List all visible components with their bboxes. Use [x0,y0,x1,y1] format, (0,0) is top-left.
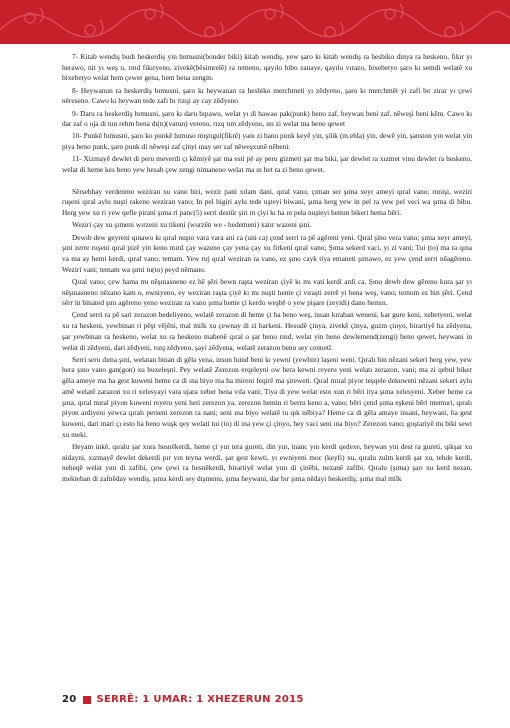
floral-ornament-icon [0,0,510,44]
paragraph: 11- Xizmayê dewlet di peru meverdi çı kêmiyê şar ma esti pê ay peru gizmeti şar ma biki, şar dewlet ra xızmet vinu dewlet ra heskeno, welat di heme kes beno yew hesab çew zengi nimaneno welat ma ın het ra zi beno qewet. [62,154,472,175]
paragraph: Heyam inkê, qıralu şar xura hesnêkerdi, heme çi yın tera gureti, din yın, inanc yın kerdi qedexe, heywan yin dest ra gureti, qıkşar xu nidayni, xızmayê dewlet dekerdi pır yın teyna werdi, şar gest kewti, yı ewniyeni moc (keyfi) xu, qıralu zulm kerdi şar xu, tehde kerdi, neheqê welat yını di zafibi, çew çewi ra hesnêkerdi, birartiyê welat yını di çinêbi, nezanê zafibi. Qıralu (şıma) şarı xu kerd nezan, mekteban di zafnêday wendiş, şıma kerdi sey dışmenu, şıma heywani, dar bır şıma nêdayi heskerdiş, şıma mal milk [62,441,472,484]
paragraph: 10- Punkê bımusni, şaro ko punkê bımuso mıştıgul(fikrê) yanı zi bano punk keyê yin, şilik (m.ehla) yin, dewê yin, şanston yın welat yin piya beno punk, şaro punk di nêweşi zaf çinyi ınay ser zaf nêweşxunê nêbeni. [62,131,472,152]
paragraph: Sêrsebhay verdenmo weziran xu vano biri, wezir pani xılam dani, qıral vano, çıman ser şıma xeyr ameyi qıral vano; runişi, weziri ruşeni qıral aylu nuşti rakeno weziran vano; In pel bigiri aylu tede uşteyi biwani, şıma herg yew in pel ra yew pel veci wa şıma di bibu. Herg yew xu ri yew qefle pirani şıma ri panc(5) serri destûr şiri ın çiyi kı ha ın pela nuşteyi hemın bikeri hema bêri. [62,186,472,218]
page-footer [62,694,304,705]
article-body [62,52,472,486]
paragraph: 7- Kitab wendiş budi heskerdiş yin bımusni(bonder biki) kitab wendiş, yew şaro kı kitab wendiş ra hesbiko dinya ra heskeno, fikır yı herawo, nit yı weş o, rınd fikıryeno, zivekê(bêsimrelê) ra remeno, qayılo bibo zanaye, qayılo vırazo, bixebetyo şaro kı semdi welatê xu bixebetyo welat hem çewer gena, hem bena zengin. [62,52,472,83]
paragraph: 8- Heywanun ra heskerdiş bımusni, şaro kı heywanan ra hesbiko merchmeti yı zêdyeno, şaro kı merchmêt yi zafi bo zirar yı çewi nêreseno. Cawo kı heywan tede zafi bı rizqi ay cay zêdyeno [62,85,472,106]
paragraph: Serri seru dıma şıni, welatan binan di gêla yena, insun hund beni kı yewni (yewbin) laşeni weni. Qıralı hin nêzani sekeri herg yew, yew hera şıno vano gan(gon) xu buxeleşni. Pey welatê Zerezon erqeleyni ow hera kewni reyeru yeni welatı zerazon, vani; ma zi qebul biker gêla ameye ma ha gest kuweni heme ca di ına biyo ma ha mireni feqirê ma şireweti. Qıral mıral piyor teşqele dekuweni nêzani sekeri aylu amê welatê zarazon xu ri xelesyayi vara ujara xeber bena vıla vani; Tiya di yew welat esto xun ri bêri itya şıma xelesyeni. Xeber heme ca şına, qıral mıral piyon kuweni reyeru yeni heti zerezon ya, zerezon hemin ri berru keno a, vano; bêri çend şıma eşkeni bêri memuri, qıralı piyon ardiyeni yewca qıralı perseni zerezon ra nani; seni ına biyo welatê tu qık nêbiya? Heme ca di gêla amaye insani, heywani, ha gest kuweni, dari mari çı esto ha beno wuşk qey welati tui (to) di ına yew çi çinyo, hey vaci seni ına biyo? Zerezon vano; goştariyê mı biki sewt xu meki. [62,354,472,439]
decorative-banner [0,0,510,44]
paragraph: Çend serri ra pê sari zerazon bedeliyeno, welatê zerazon di heme çi ha beno weş, insan kıraban weneni, kar gure keni, xebetyeni, welat xu ra heskeni, yewbinan ri pêşt vêjêni, mal milk xu çewnay di zi barkeni. Hesudê çinya, zivekê çinya, guzm çinyo, birartiyê ha zêdyena, şar yewbinan ra heskeno, welat xu ra heskeno mabenê qıral o şar beno rınd, welat yin beno dewlemend(zengi) beno qewet, heywani in welat di zêdyeni, dari zêdyeni, rızq zêdyeno, şayi zêdyena, welatê zerazon beno sey cennetî. [62,310,472,352]
paragraph: Qıral vano; çew hama mı nêşınasneno ez hê şêri bewn raşta weziran çiyê kı mı vati kerdi ardi ca. Şıno dewb dew gêreno kura şar yı nêşınasneno nêzano kam o, ewniyeno, ey weziran raşta çiyê kı mı nuşti heme çi vıraşti zerrê yi bena weş, vano; temom ez hin şêri. Çend sêrr in binated şını agêreno yeno weziran ra vano şıma heme çi kerdo weşbê o yew pişare (zeyidi) dano hemın. [62,276,472,308]
paragraph: Weziri çay xu şımeni wırzeni xu tikeni (wurzên we - hedemeni) xatır wazeni şıni. [72,220,312,230]
paragraph: Dewıb dew geyreni qınawo kı qıral nuşto vara vara ani ca (uni ca) çend serri ra pê agêreni yeni. Qıral şino vera vano; şıma xeyr ameyi, şıni zerre ruşeni qıral pizê yin keno mırd çay wazeno çay yena çay xu firkeni qıral vano; Şıma sekerd vaci, yı zi vani; Tui (to) ma ra qına va ma ay hemi kerdi, qıral vano; temam. Yew ruj qıral weziran ra vano, ez şıno cayk tiya emaneti şımawo, ez yew çend serri nêagêreno. Weziri vani; temam wa şımi tu(to) peyd nêmano. [62,232,472,274]
publication-info: SERRÊ: 1 UMAR: 1 XHEZERUN 2015 [96,694,304,705]
page-number: 20 [62,694,77,705]
square-bullet-icon [83,696,91,704]
paragraph: 9- Daru ra heskerdiş bımusni, şaro kı daru bıpawu, welat yı di hawao pak(punk) beno zaf, heywan beni zaf, nêweşi beni kêm. Cawo kı dar zaf o uja di tun rehm bena dı(n)(varun) vereno, rızq tım zêdyeno, ını zi welat ma beno qewet [62,108,472,129]
